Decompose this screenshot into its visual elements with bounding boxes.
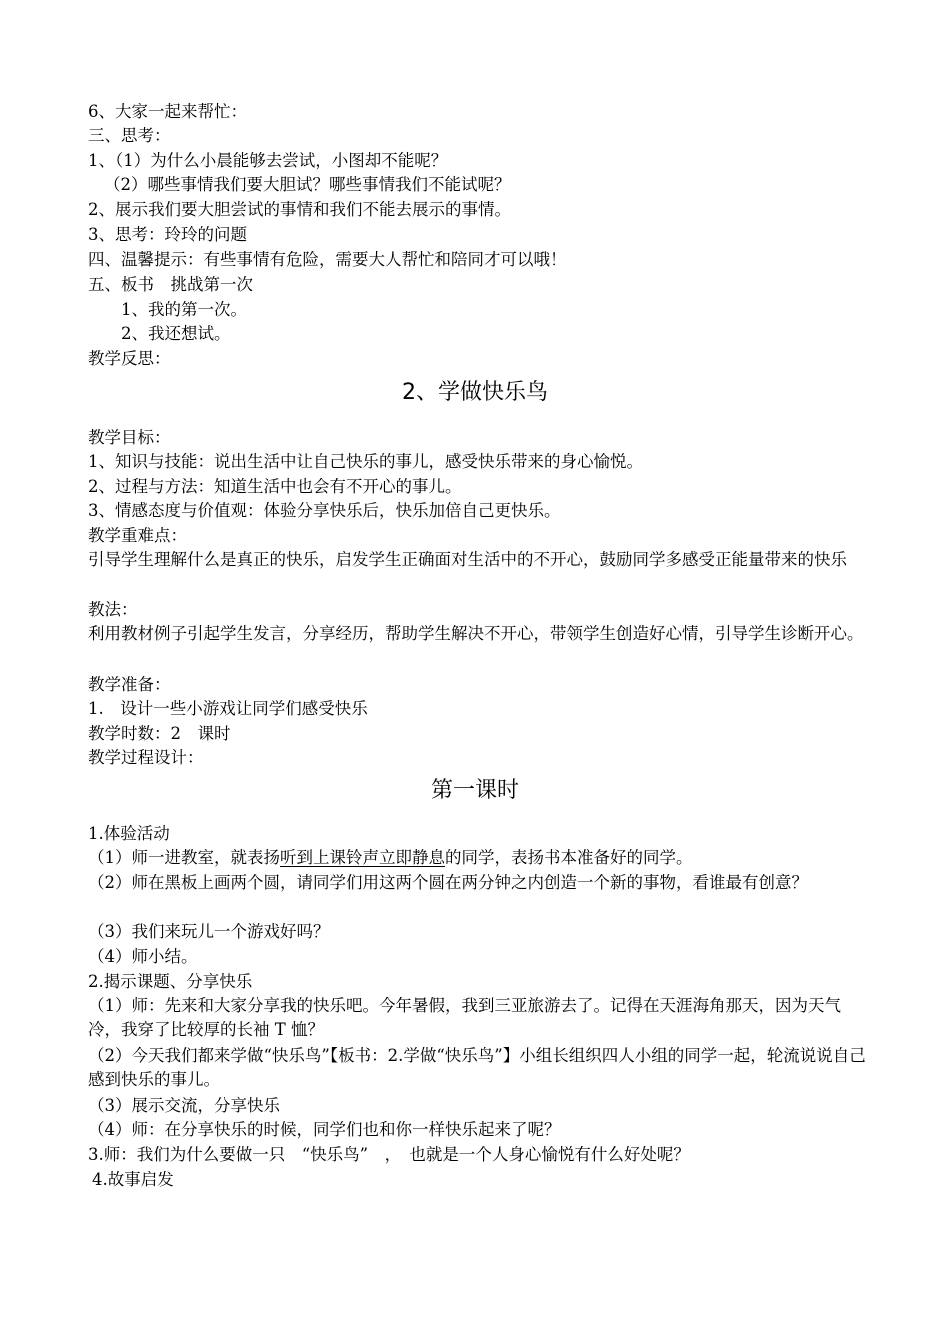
text-line: 四、温馨提示：有些事情有危险，需要大人帮忙和陪同才可以哦！	[88, 250, 567, 269]
section-label: 教学目标：	[88, 428, 171, 447]
text-line: （2）哪些事情我们要大胆试？哪些事情我们不能试呢？	[104, 175, 511, 194]
section-label: 教学过程设计：	[88, 748, 204, 767]
text-line: 教学反思：	[88, 349, 171, 368]
text-line: 1、知识与技能：说出生活中让自己快乐的事儿，感受快乐带来的身心愉悦。	[88, 452, 643, 471]
paragraph: （2）师在黑板上画两个圆，请同学们用这两个圆在两分钟之内创造一个新的事物，看谁最有创意？	[88, 873, 808, 892]
paragraph: （2）今天我们都来学做“快乐鸟”【板书：2.学做“快乐鸟”】小组长组织四人小组的同学一起，轮流说说自己感到快乐的事儿。	[88, 1046, 866, 1089]
text-line: 五、板书 挑战第一次	[88, 275, 253, 294]
text-fragment: 的同学，表扬书本准备好的同学。	[445, 848, 693, 867]
text-line: 6、大家一起来帮忙：	[88, 102, 247, 121]
text-line: 3.师：我们为什么要做一只 “快乐鸟” ， 也就是一个人身心愉悦有什么好处呢？	[88, 1145, 690, 1164]
text-line: 1、我的第一次。	[121, 300, 247, 319]
section-label: 教法：	[88, 600, 138, 619]
text-line: 2、展示我们要大胆尝试的事情和我们不能去展示的事情。	[88, 200, 511, 219]
text-line: 三、思考：	[88, 126, 171, 145]
text-line: 2、过程与方法：知道生活中也会有不开心的事儿。	[88, 477, 462, 496]
section-label: 教学重难点：	[88, 526, 187, 545]
underlined-text: 听到上课铃声立即静息	[280, 848, 445, 867]
text-line: 2、我还想试。	[121, 324, 231, 343]
text-line: 3、思考：玲玲的问题	[88, 225, 247, 244]
text-line: 教学时数：2 课时	[88, 724, 231, 743]
paragraph: （1）师：先来和大家分享我的快乐吧。今年暑假，我到三亚旅游去了。记得在天涯海角那天，因为天气冷，我穿了比较厚的长袖 T 恤？	[88, 996, 841, 1039]
text-line: 1、（1）为什么小晨能够去尝试，小图却不能呢？	[88, 151, 448, 170]
section-label: 教学准备：	[88, 675, 171, 694]
text-line: （4）师小结。	[88, 947, 198, 966]
text-line	[88, 846, 693, 870]
paragraph: 引导学生理解什么是真正的快乐，启发学生正确面对生活中的不开心，鼓励同学多感受正能量带来的快乐	[88, 550, 847, 569]
step-heading: 4.故事启发	[92, 1170, 174, 1189]
period-title: 第一课时	[430, 778, 519, 803]
text-fragment: （1）师一进教室，就表扬	[88, 848, 280, 867]
text-line: （3）我们来玩儿一个游戏好吗？	[88, 922, 330, 941]
step-heading: 1.体验活动	[88, 824, 170, 843]
paragraph: 利用教材例子引起学生发言，分享经历，帮助学生解决不开心，带领学生创造好心情，引导学生诊断开心。	[88, 624, 864, 643]
text-line: 1. 设计一些小游戏让同学们感受快乐	[88, 699, 368, 718]
lesson-title: 2、学做快乐鸟	[402, 380, 548, 405]
text-line: 3、情感态度与价值观：体验分享快乐后，快乐加倍自己更快乐。	[88, 501, 561, 520]
text-line: （4）师：在分享快乐的时候，同学们也和你一样快乐起来了呢？	[88, 1120, 561, 1139]
text-line: （3）展示交流，分享快乐	[88, 1096, 280, 1115]
step-heading: 2.揭示课题、分享快乐	[88, 972, 253, 991]
